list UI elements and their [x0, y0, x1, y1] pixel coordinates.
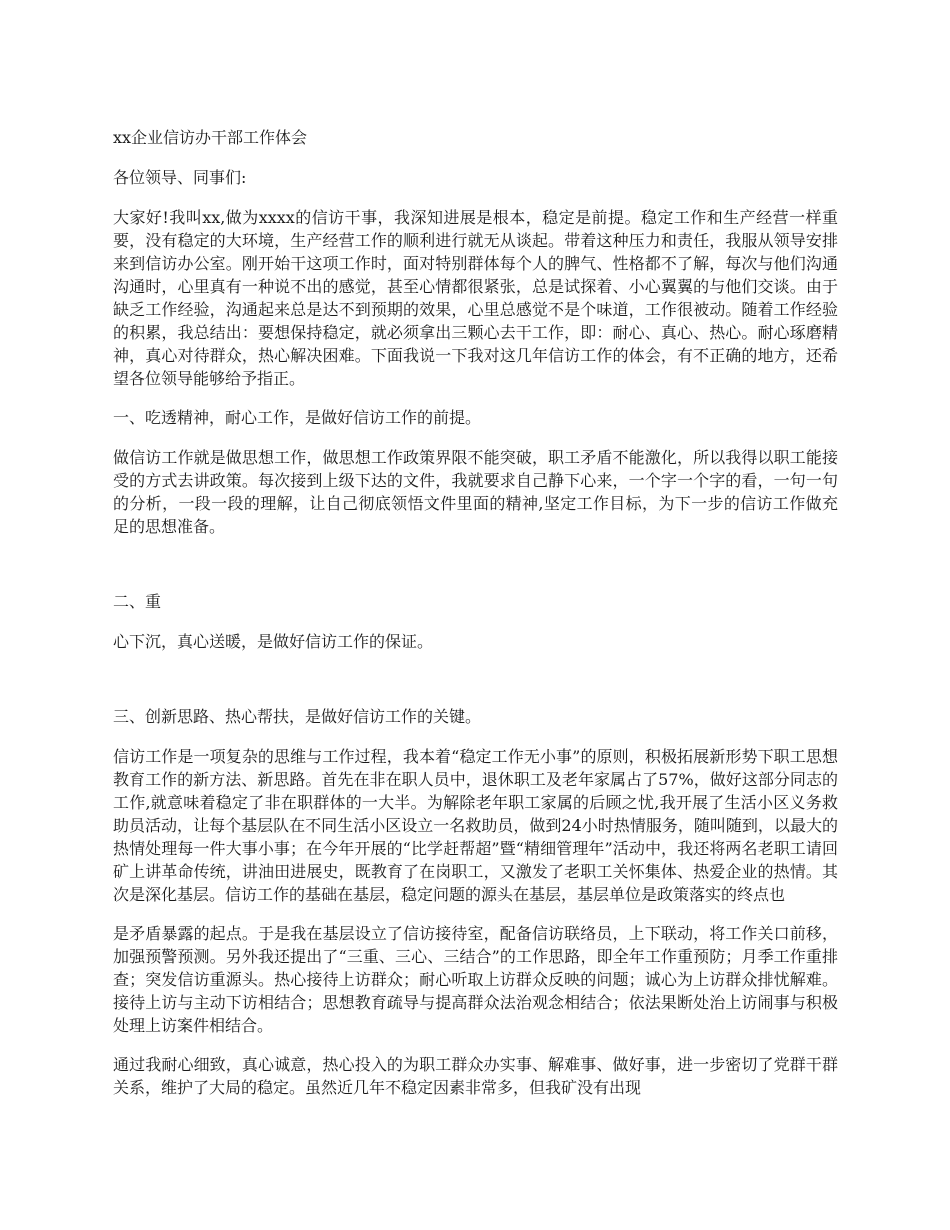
section-1-heading: 一、吃透精神，耐心工作，是做好信访工作的前提。: [113, 408, 482, 427]
closing-paragraph: 通过我耐心细致，真心诚意，热心投入的为职工群众办实事、解难事、做好事，进一步密切了党群干群关系，维护了大局的稳定。虽然近几年不稳定因素非常多，但我矿没有出现: [113, 1055, 838, 1097]
salutation: 各位领导、同事们:: [113, 168, 247, 187]
section-1-paragraph: 做信访工作就是做思想工作，做思想工作政策界限不能突破，职工矛盾不能激化，所以我得以职工能接受的方式去讲政策。每次接到上级下达的文件，我就要求自己静下心来，一个字一个字的看，一句一句的分析，一段一段的理解，让自己彻底领悟文件里面的精神,坚定工作目标，为下一步的信访工作做充足的思想准备。: [113, 448, 838, 536]
blank-space: [113, 669, 838, 705]
document-page: [113, 126, 838, 1115]
section-2-paragraph: 心下沉，真心送暖，是做好信访工作的保证。: [113, 632, 434, 651]
section-3-heading: 三、创新思路、热心帮扶，是做好信访工作的关键。: [113, 707, 482, 726]
section-3-paragraph-1: 信访工作是一项复杂的思维与工作过程，我本着“稳定工作无小事”的原则，积极拓展新形势下职工思想教育工作的新方法、新思路。首先在非在职人员中，退休职工及老年家属占了57%，做好这部分同志的工作,就意味着稳定了非在职群体的一大半。为解除老年职工家属的后顾之忧,我开展了生活小区义务救助员活动，让每个基层队在不同生活小区设立一名救助员，做到24小时热情服务，随叫随到，以最大的热情处理每一件大事小事；在今年开展的“比学赶帮超”暨“精细管理年”活动中，我还将两名老职工请回矿上讲革命传统，讲油田进展史，既教育了在岗职工，又激发了老职工关怀集体、热爱企业的热情。其次是深化基层。信访工作的基础在基层，稳定问题的源头在基层，基层单位是政策落实的终点也: [113, 747, 838, 904]
section-2-heading: 二、重: [113, 592, 162, 611]
intro-paragraph: 大家好!我叫xx,做为xxxx的信访干事，我深知进展是根本，稳定是前提。稳定工作和生产经营一样重要，没有稳定的大环境，生产经营工作的顺利进行就无从谈起。带着这种压力和责任，我服从领导安排来到信访办公室。刚开始干这项工作时，面对特别群体每个人的脾气、性格都不了解，每次与他们沟通沟通时，心里真有一种说不出的感觉，甚至心情都很紧张，总是试探着、小心翼翼的与他们交谈。由于缺乏工作经验，沟通起来总是达不到预期的效果，心里总感觉不是个味道，工作很被动。随着工作经验的积累，我总结出：要想保持稳定，就必须拿出三颗心去干工作，即：耐心、真心、热心。耐心琢磨精神，真心对待群众，热心解决困难。下面我说一下我对这几年信访工作的体会，有不正确的地方，还希望各位领导能够给予指正。: [113, 208, 838, 388]
section-3-paragraph-2: 是矛盾暴露的起点。于是我在基层设立了信访接待室，配备信访联络员，上下联动，将工作关口前移，加强预警预测。另外我还提出了“三重、三心、三结合”的工作思路，即全年工作重预防；月季工作重排查；突发信访重源头。热心接待上访群众；耐心听取上访群众反映的问题；诚心为上访群众排忧解难。接待上访与主动下访相结合；思想教育疏导与提高群众法治观念相结合；依法果断处治上访闹事与积极处理上访案件相结合。: [113, 924, 838, 1035]
blank-space: [113, 554, 838, 590]
document-title: xx企业信访办干部工作体会: [113, 128, 308, 147]
